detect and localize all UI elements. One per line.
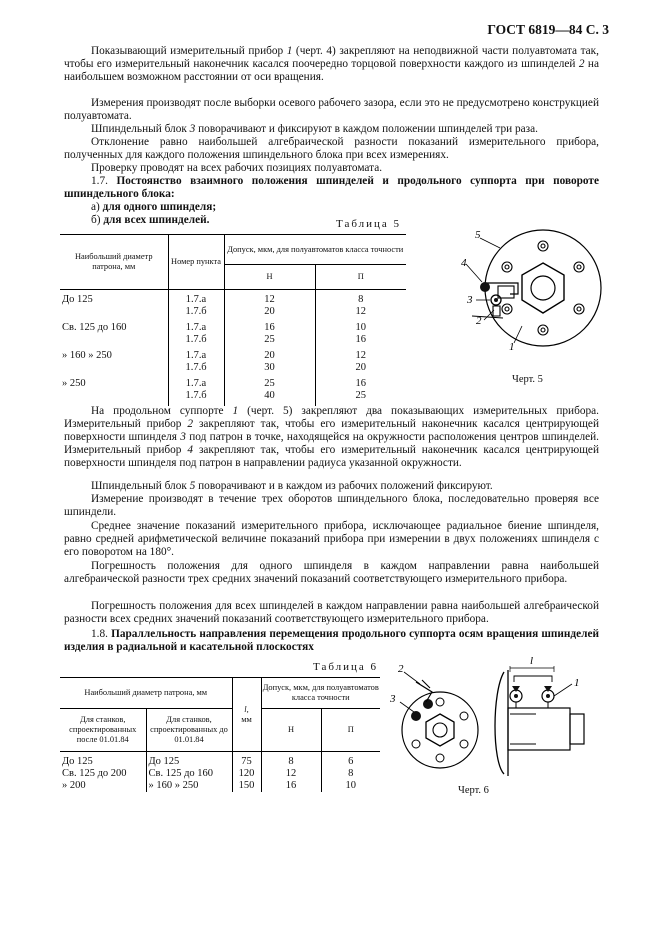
paragraph: Показывающий измерительный прибор 1 (черт. 4) закрепляют на неподвижной части полуавтомата так, чтобы его измерительный наконечник касался поочередно торцовой поверхности каждого из шпинделей 2 на наибольшем возможном расстоянии от оси вращения. bbox=[64, 45, 599, 83]
t5-cell-p bbox=[168, 290, 224, 323]
t5-cell-n bbox=[224, 322, 315, 350]
t5-value: 1.7.б bbox=[185, 334, 207, 345]
t6-header-after: Для станков, спроектированных после 01.01.84 bbox=[60, 709, 146, 752]
figure-5-diagram bbox=[458, 226, 603, 366]
t5-value: 40 bbox=[264, 390, 275, 401]
t5-value: 30 bbox=[264, 362, 275, 373]
t5-cell-p bbox=[168, 350, 224, 378]
item-b: б) для всех шпинделей. bbox=[91, 214, 210, 226]
t6-cell-b: » 160 » 250 bbox=[146, 780, 232, 792]
fig6-label: 3 bbox=[390, 693, 396, 705]
t6-header-n: Н bbox=[261, 709, 321, 752]
t5-header-tolerance: Допуск, мкм, для полуавтоматов класса точности bbox=[224, 235, 406, 265]
table6-caption: Таблица 6 bbox=[313, 661, 379, 673]
fig5-label: 2 bbox=[476, 315, 482, 327]
t5-value: 8 bbox=[358, 294, 364, 305]
table-6 bbox=[60, 677, 380, 792]
t5-value: 1.7.б bbox=[185, 306, 207, 317]
table5-caption: Таблица 5 bbox=[336, 218, 402, 230]
t6-header-tolerance: Допуск, мкм, для полуавтоматов класса точности bbox=[261, 678, 380, 709]
fig5-label: 4 bbox=[461, 257, 467, 269]
paragraph: На продольном суппорте 1 (черт. 5) закрепляют два показывающих измерительных прибора. Измерительный прибор 2 закрепляют так, чтобы его измерительный наконечник касался центрирующей поверхности шпинделя 3 под патрон в точке, находящейся на окружности расположения центров шпинделей. Измерительный прибор 4 закрепляют так, чтобы его измерительный наконечник касался центрирующей поверхности шпинделя под патрон в направлении радиуса указанной окружности. bbox=[64, 405, 599, 469]
t5-value: 20 bbox=[355, 362, 366, 373]
paragraph: Отклонение равно наибольшей алгебраической разности показаний измерительного прибора, полученных для каждого положения шпиндельного блока при всех измерениях. bbox=[64, 136, 599, 161]
figure-5-caption: Черт. 5 bbox=[512, 374, 543, 385]
page-header: ГОСТ 6819—84 С. 3 bbox=[487, 22, 609, 37]
t5-header-item: Номер пункта bbox=[168, 235, 224, 290]
t6-cell-l: 75 bbox=[232, 752, 261, 769]
t5-cell-p bbox=[168, 378, 224, 406]
t5-cell-pp bbox=[315, 290, 406, 323]
t5-value: 10 bbox=[355, 322, 366, 333]
t5-value: 12 bbox=[355, 306, 366, 317]
table-row bbox=[60, 752, 380, 769]
section-1-7-heading: 1.7. Постоянство взаимного положения шпинделей и продольного суппорта при повороте шпиндельного блока: bbox=[64, 175, 599, 200]
paragraph: Проверку проводят на всех рабочих позициях полуавтомата. bbox=[91, 162, 383, 174]
table-5 bbox=[60, 234, 406, 406]
t6-cell-n: 8 bbox=[261, 752, 321, 769]
t5-header-diameter: Наибольший диаметр патрона, мм bbox=[60, 235, 168, 290]
t5-value: 1.7.а bbox=[185, 294, 207, 305]
fig6-label: 1 bbox=[574, 677, 580, 689]
t5-cell-pp bbox=[315, 378, 406, 406]
paragraph: Среднее значение показаний измерительного прибора, исключающее радиальное биение шпинделя, равно средней арифметической величине показаний прибора при измерении в двух положениях шпинделя с его поворотом на 180°. bbox=[64, 520, 599, 558]
t6-cell-l: 150 bbox=[232, 780, 261, 792]
t6-header-p: П bbox=[347, 725, 354, 734]
item-a: а) для одного шпинделя; bbox=[91, 201, 217, 213]
section-1-8-heading: 1.8. Параллельность направления перемещения продольного суппорта осям вращения шпинделей изделия в радиальной и касательной плоскостях bbox=[64, 628, 599, 653]
t6-cell-a: » 200 bbox=[60, 780, 146, 792]
fig6-label: 2 bbox=[398, 663, 404, 675]
table-row bbox=[60, 290, 406, 323]
paragraph: Погрешность положения для одного шпинделя в каждом направлении равна наибольшей алгебраической разности трех средних значений показаний соответствующего измерительного прибора. bbox=[64, 560, 599, 585]
t5-value: 20 bbox=[264, 306, 275, 317]
table-row bbox=[60, 768, 380, 780]
t6-cell-n: 16 bbox=[261, 780, 321, 792]
t5-value: 1.7.б bbox=[185, 390, 207, 401]
t5-value: 25 bbox=[264, 378, 275, 389]
paragraph: Погрешность положения для всех шпинделей в каждом направлении равна наибольшей алгебраической разности всех средних значений показаний соответствующего измерительного прибора. bbox=[64, 600, 599, 625]
t5-value: 25 bbox=[355, 390, 366, 401]
t6-cell-b: До 125 bbox=[146, 752, 232, 769]
t6-cell-l: 120 bbox=[232, 768, 261, 780]
t5-cell-pp bbox=[315, 322, 406, 350]
figure-6-diagram bbox=[386, 652, 601, 780]
table-row bbox=[60, 378, 406, 406]
t5-value: 16 bbox=[355, 378, 366, 389]
t5-header-n: Н bbox=[224, 265, 315, 290]
t6-cell-b: Св. 125 до 160 bbox=[146, 768, 232, 780]
t6-header-before: Для станков, спроектированных до 01.01.84 bbox=[146, 709, 232, 752]
t5-value: 12 bbox=[264, 294, 275, 305]
t5-cell-n bbox=[224, 350, 315, 378]
t5-value: 16 bbox=[355, 334, 366, 345]
t5-cell-diameter: » 250 bbox=[60, 378, 168, 406]
t6-cell-a: До 125 bbox=[60, 752, 146, 769]
t6-cell-n: 12 bbox=[261, 768, 321, 780]
t6-header-l: l, мм bbox=[232, 678, 261, 752]
t6-cell-p: 10 bbox=[345, 780, 356, 791]
t5-value: 1.7.а bbox=[185, 350, 207, 361]
t5-header-p: П bbox=[357, 272, 364, 281]
t6-cell-p: 8 bbox=[348, 768, 354, 779]
table-row bbox=[60, 322, 406, 350]
paragraph: Измерение производят в течение трех оборотов шпиндельного блока, последовательно проверяя все шпиндели. bbox=[64, 493, 599, 518]
fig5-label: 3 bbox=[467, 294, 473, 306]
t5-value: 1.7.а bbox=[185, 322, 207, 333]
t6-cell-p: 6 bbox=[348, 756, 354, 767]
t5-cell-n bbox=[224, 290, 315, 323]
t5-cell-diameter: До 125 bbox=[60, 290, 168, 323]
t5-cell-diameter: » 160 » 250 bbox=[60, 350, 168, 378]
fig5-label: 1 bbox=[509, 341, 515, 353]
t5-value: 12 bbox=[355, 350, 366, 361]
t5-cell-diameter: Св. 125 до 160 bbox=[60, 322, 168, 350]
t5-value: 20 bbox=[264, 350, 275, 361]
t5-value: 1.7.а bbox=[185, 378, 207, 389]
t5-cell-p bbox=[168, 322, 224, 350]
paragraph: Шпиндельный блок 5 поворачивают и в каждом из рабочих положений фиксируют. bbox=[91, 480, 493, 492]
t6-header-diameter: Наибольший диаметр патрона, мм bbox=[60, 678, 232, 709]
t6-cell-a: Св. 125 до 200 bbox=[60, 768, 146, 780]
t5-cell-n bbox=[224, 378, 315, 406]
t5-value: 25 bbox=[264, 334, 275, 345]
table-row bbox=[60, 350, 406, 378]
paragraph: Измерения производят после выборки осевого рабочего зазора, если это не предусмотрено конструкцией полуавтомата. bbox=[64, 97, 599, 122]
paragraph: Шпиндельный блок 3 поворачивают и фиксируют в каждом положении шпинделей три раза. bbox=[91, 123, 538, 135]
t5-value: 1.7.б bbox=[185, 362, 207, 373]
fig6-label: l bbox=[530, 655, 534, 667]
t5-value: 16 bbox=[264, 322, 275, 333]
t5-cell-pp bbox=[315, 350, 406, 378]
figure-6-caption: Черт. 6 bbox=[458, 785, 489, 796]
fig5-label: 5 bbox=[475, 229, 481, 241]
table-row bbox=[60, 780, 380, 792]
